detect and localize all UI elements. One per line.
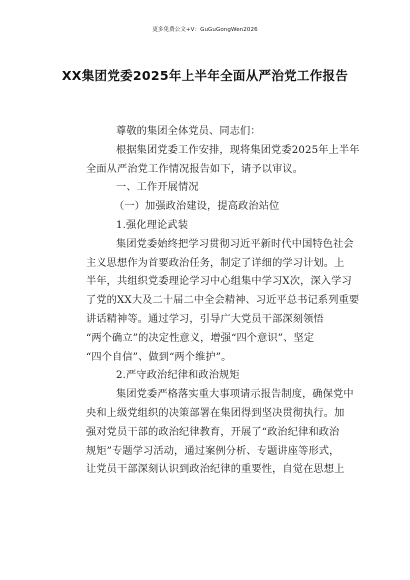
document-title: XX集团党委2025年上半年全面从严治党工作报告 — [61, 68, 349, 83]
body-line: “两个确立”的决定性意义，增强“四个意识”、坚定 — [86, 332, 315, 344]
body-line: 主义思想作为首要政治任务，制定了详细的学习计划。上 — [86, 257, 345, 269]
section-heading: 一、工作开展情况 — [116, 182, 199, 194]
document-body — [86, 123, 362, 480]
body-line: 集团党委始终把学习贯彻习近平新时代中国特色社会 — [116, 238, 354, 250]
body-line: 央和上级党组织的决策部署在集团得到坚决贯彻执行。加 — [86, 407, 345, 419]
body-line: 强对党员干部的政治纪律教育，开展了“政治纪律和政治 — [86, 426, 340, 438]
salutation: 尊敬的集团全体党员、同志们： — [116, 126, 261, 137]
body-line: 讲话精神等。通过学习，引导广大党员干部深刻领悟 — [86, 313, 324, 325]
body-line: 半年，共组织党委理论学习中心组集中学习X次，深入学习 — [86, 276, 352, 288]
body-line: 根据集团党委工作安排，现将集团党委2025年上半年 — [116, 144, 360, 156]
body-line: 全面从严治党工作情况报告如下，请予以审议。 — [86, 163, 304, 175]
header-note: 更多免费公文+V：GuGuGongWen2026 — [152, 27, 258, 33]
subsection-heading: （一）加强政治建设，提高政治站位 — [114, 201, 280, 213]
item-heading: 2.严守政治纪律和政治规矩 — [116, 370, 240, 382]
body-line: “四个自信”、做到“两个维护”。 — [86, 351, 232, 363]
body-line: 集团党委严格落实重大事项请示报告制度，确保党中 — [116, 389, 354, 401]
body-line: 了党的XX大及二十届二中全会精神、习近平总书记系列重要 — [86, 295, 360, 307]
body-line: 让党员干部深刻认识到政治纪律的重要性，自觉在思想上 — [86, 464, 345, 476]
body-line: 规矩”专题学习活动，通过案例分析、专题讲座等形式， — [86, 445, 340, 457]
item-heading: 1.强化理论武装 — [116, 219, 189, 231]
